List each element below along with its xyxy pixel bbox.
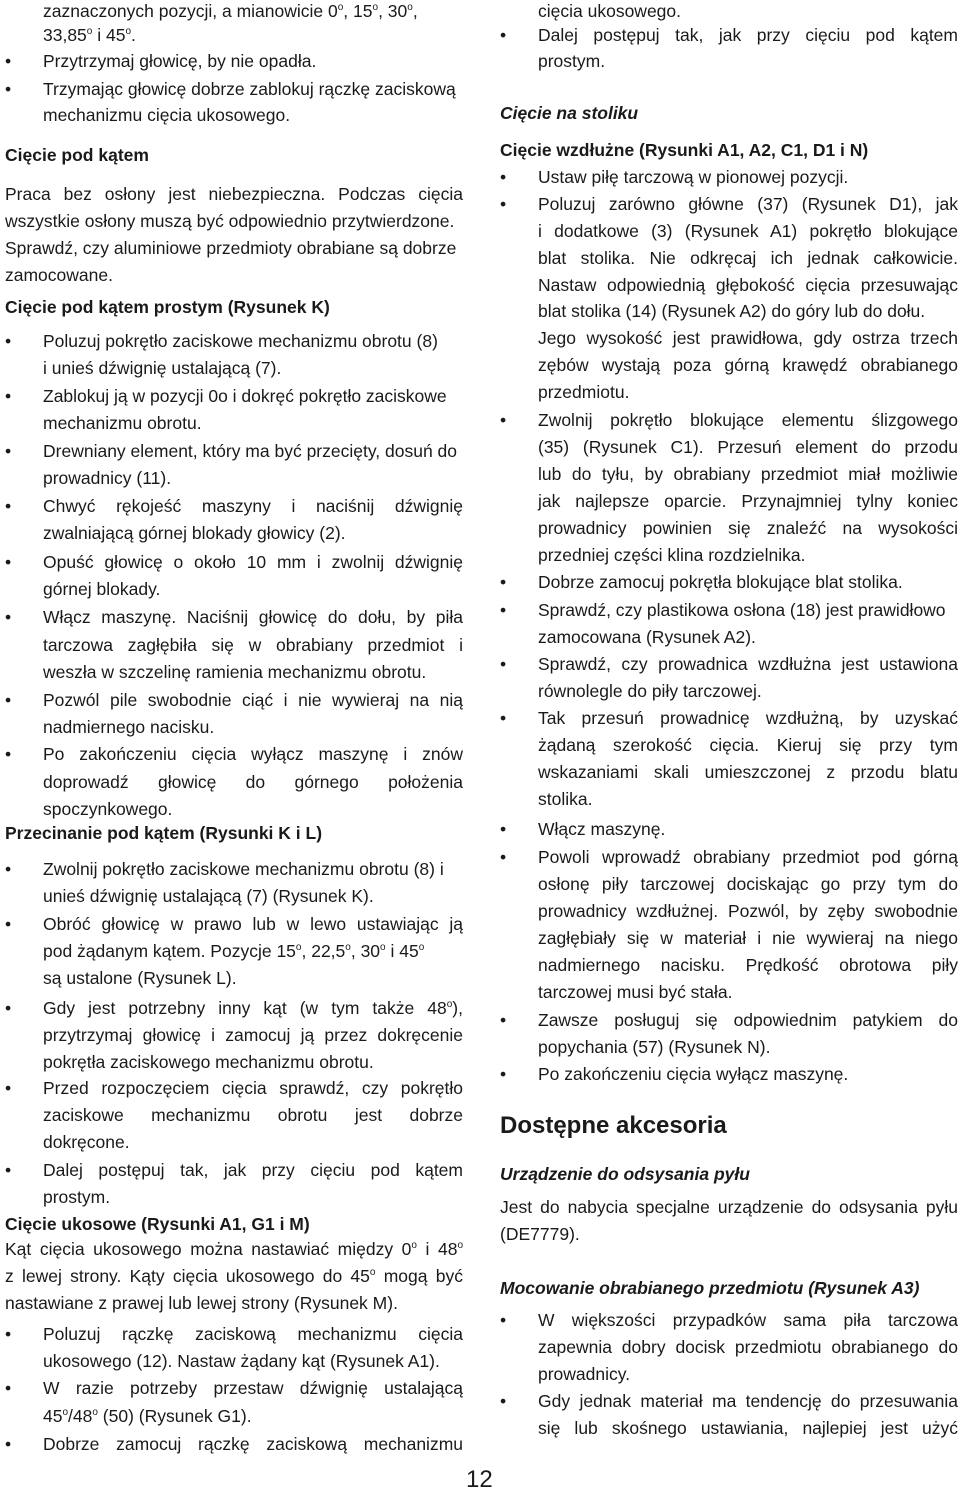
left-text-line: 33,85$^o$ i 45$^o$. xyxy=(43,25,136,45)
right-text-line: Zawsze posługuj się odpowiednim patykiem do xyxy=(538,1010,958,1030)
bullet-icon: • xyxy=(500,572,507,592)
right-text-line: i dodatkowe (3) (Rysunek A1) pokrętło blokujące xyxy=(538,221,958,241)
left-text-line: prowadnicy (11). xyxy=(43,468,172,488)
left-text-line: Praca bez osłony jest niebezpieczna. Podczas cięcia xyxy=(5,184,463,204)
bullet-icon: • xyxy=(5,386,12,406)
left-text-line: zwalniającą górnej blokady głowicy (2). xyxy=(43,523,346,543)
right-text-line: prowadnicy. xyxy=(538,1364,631,1384)
left-text-line: Cięcie pod kątem prostym (Rysunek K) xyxy=(5,297,330,317)
right-text-line: W większości przypadków sama piła tarczowa xyxy=(538,1310,958,1330)
right-text-line: Tak przesuń prowadnicę wzdłużną, by uzyskać xyxy=(538,708,958,728)
left-text-line: Cięcie ukosowe (Rysunki A1, G1 i M) xyxy=(5,1214,310,1234)
left-text-line: Gdy jest potrzebny inny kąt (w tym także 48$^o$), xyxy=(43,998,463,1018)
left-text-line: Pozwól pile swobodnie ciąć i nie wywieraj na nią xyxy=(43,690,463,710)
right-text-line: się lub skośnego ustawiania, najlepiej jest użyć xyxy=(538,1418,958,1438)
right-text-line: (35) (Rysunek C1). Przesuń element do przodu xyxy=(538,437,958,457)
bullet-icon: • xyxy=(5,859,12,879)
left-text-line: spoczynkowego. xyxy=(43,799,173,819)
right-text-line: Poluzuj zarówno główne (37) (Rysunek D1), jak xyxy=(538,194,958,214)
left-text-line: ukosowego (12). Nastaw żądany kąt (Rysunek A1). xyxy=(43,1351,440,1371)
right-text-line: Nastaw odpowiednią głębokość cięcia przesuwając xyxy=(538,275,958,295)
bullet-icon: • xyxy=(5,496,12,516)
left-text-line: Opuść głowicę o około 10 mm i zwolnij dźwignię xyxy=(43,552,463,572)
left-text-line: tarczowa zagłębiła się w obrabiany przedmiot i xyxy=(43,635,463,655)
left-text-line: nastawiane z prawej lub lewej strony (Rysunek M). xyxy=(5,1293,398,1313)
left-text-line: Dobrze zamocuj rączkę zaciskową mechanizmu xyxy=(43,1434,463,1454)
bullet-icon: • xyxy=(5,51,12,71)
right-text-line: przedniej części klina rozdzielnika. xyxy=(538,545,806,565)
bullet-icon: • xyxy=(5,1324,12,1344)
left-text-line: Obróć głowicę w prawo lub w lewo ustawiając ją xyxy=(43,914,463,934)
bullet-icon: • xyxy=(5,79,12,99)
left-text-line: i unieś dźwignię ustalającą (7). xyxy=(43,358,282,378)
right-text-line: Włącz maszynę. xyxy=(538,819,666,839)
bullet-icon: • xyxy=(5,690,12,710)
left-text-line: Drewniany element, który ma być przecięty, dosuń do xyxy=(43,441,458,461)
right-text-line: Jest do nabycia specjalne urządzenie do odsysania pyłu xyxy=(500,1197,958,1217)
left-text-line: dokręcone. xyxy=(43,1132,130,1152)
bullet-icon: • xyxy=(5,441,12,461)
right-text-line: zębów wystają poza górną krawędź obrabianego xyxy=(538,355,958,375)
left-text-line: W razie potrzeby przestaw dźwignię ustalającą xyxy=(43,1378,463,1398)
left-text-line: wszystkie osłony muszą być odpowiednio przytwierdzone. xyxy=(5,211,455,231)
left-text-line: Poluzuj pokrętło zaciskowe mechanizmu obrotu (8) xyxy=(43,331,438,351)
left-text-line: pokrętła zaciskowego mechanizmu obrotu. xyxy=(43,1052,374,1072)
right-text-line: jak najlepsze oparcie. Przynajmniej tylny koniec xyxy=(538,491,958,511)
left-text-line: Kąt cięcia ukosowego można nastawiać między 0$^o$ i 48$^o$ xyxy=(5,1239,463,1259)
left-text-line: Cięcie pod kątem xyxy=(5,145,149,165)
right-text-line: Powoli wprowadź obrabiany przedmiot pod górną xyxy=(538,847,958,867)
bullet-icon: • xyxy=(500,167,507,187)
right-text-line: Po zakończeniu cięcia wyłącz maszynę. xyxy=(538,1064,849,1084)
left-text-line: zaciskowe mechanizmu obrotu jest dobrze xyxy=(43,1105,463,1125)
bullet-icon: • xyxy=(5,552,12,572)
right-text-line: Sprawdź, czy plastikowa osłona (18) jest prawidłowo xyxy=(538,600,946,620)
bullet-icon: • xyxy=(500,600,507,620)
bullet-icon: • xyxy=(500,25,507,45)
left-text-line: mechanizmu obrotu. xyxy=(43,413,202,433)
left-text-line: są ustalone (Rysunek L). xyxy=(43,968,237,988)
bullet-icon: • xyxy=(500,708,507,728)
left-text-line: nadmiernego nacisku. xyxy=(43,717,215,737)
right-text-line: stolika. xyxy=(538,789,593,809)
left-text-line: przytrzymaj głowicę i zamocuj ją przez dokręcenie xyxy=(43,1025,463,1045)
bullet-icon: • xyxy=(500,194,507,214)
bullet-icon: • xyxy=(5,607,12,627)
right-text-line: Jego wysokość jest prawidłowa, gdy ostrza trzech xyxy=(538,328,958,348)
left-text-line: Przecinanie pod kątem (Rysunki K i L) xyxy=(5,823,323,843)
right-text-line: wskazaniami skali umieszczonej z przodu blatu xyxy=(538,762,958,782)
right-text-line: Ustaw piłę tarczową w pionowej pozycji. xyxy=(538,167,849,187)
left-text-line: Poluzuj rączkę zaciskową mechanizmu cięcia xyxy=(43,1324,463,1344)
right-text-line: równolegle do piły tarczowej. xyxy=(538,681,762,701)
left-text-line: z lewej strony. Kąty cięcia ukosowego do 45$^o$ mogą być xyxy=(5,1266,463,1286)
bullet-icon: • xyxy=(500,1391,507,1411)
bullet-icon: • xyxy=(5,1160,12,1180)
bullet-icon: • xyxy=(5,1434,12,1454)
right-text-line: lub do tyłu, by obrabiany przedmiot miał możliwie xyxy=(538,464,958,484)
bullet-icon: • xyxy=(500,1010,507,1030)
right-text-line: blat stolika (14) (Rysunek A2) do góry lub do dołu. xyxy=(538,301,926,321)
bullet-icon: • xyxy=(5,331,12,351)
right-text-line: prowadnicy powinien się znaleźć na wysokości xyxy=(538,518,958,538)
right-text-line: prowadnicy wzdłużnej. Pozwól, by zęby swobodnie xyxy=(538,901,958,921)
right-text-line: Urządzenie do odsysania pyłu xyxy=(500,1164,750,1184)
left-text-line: Chwyć rękojeść maszyny i naciśnij dźwignię xyxy=(43,496,463,516)
right-text-line: żądaną szerokość cięcia. Kieruj się przy tym xyxy=(538,735,958,755)
right-text-line: osłonę piły tarczowej dociskając go przy tym do xyxy=(538,874,958,894)
right-text-line: zapewnia dobry docisk przedmiotu obrabianego do xyxy=(538,1337,958,1357)
right-text-line: blat stolika. Nie odkręcaj ich jednak całkowicie. xyxy=(538,248,958,268)
page-number: 12 xyxy=(466,1466,493,1493)
left-text-line: górnej blokady. xyxy=(43,579,161,599)
bullet-icon: • xyxy=(5,998,12,1018)
left-text-line: Zwolnij pokrętło zaciskowe mechanizmu obrotu (8) i xyxy=(43,859,444,879)
right-text-line: Mocowanie obrabianego przedmiotu (Rysunek A3) xyxy=(500,1278,920,1298)
left-text-line: prostym. xyxy=(43,1187,111,1207)
left-text-line: Zablokuj ją w pozycji 0o i dokręć pokrętło zaciskowe xyxy=(43,386,447,406)
right-text-line: cięcia ukosowego. xyxy=(538,1,681,21)
bullet-icon: • xyxy=(5,744,12,764)
right-text-line: popychania (57) (Rysunek N). xyxy=(538,1037,771,1057)
left-text-line: Przytrzymaj głowicę, by nie opadła. xyxy=(43,51,317,71)
right-text-line: Cięcie wzdłużne (Rysunki A1, A2, C1, D1 i N) xyxy=(500,140,869,160)
left-text-line: Po zakończeniu cięcia wyłącz maszynę i znów xyxy=(43,744,463,764)
left-text-line: unieś dźwignię ustalającą (7) (Rysunek K). xyxy=(43,886,374,906)
left-text-line: doprowadź głowicę do górnego położenia xyxy=(43,772,463,792)
right-text-line: Dostępne akcesoria xyxy=(500,1112,727,1139)
left-text-line: 45$^o$/48$^o$ (50) (Rysunek G1). xyxy=(43,1406,252,1426)
right-text-line: (DE7779). xyxy=(500,1224,580,1244)
left-text-line: Przed rozpoczęciem cięcia sprawdź, czy pokrętło xyxy=(43,1078,463,1098)
right-text-line: Dobrze zamocuj pokrętła blokujące blat stolika. xyxy=(538,572,903,592)
right-text-line: Gdy jednak materiał ma tendencję do przesuwania xyxy=(538,1391,958,1411)
bullet-icon: • xyxy=(5,914,12,934)
left-text-line: Trzymając głowicę dobrze zablokuj rączkę zaciskową xyxy=(43,79,456,99)
left-text-line: Sprawdź, czy aluminiowe przedmioty obrabiane są dobrze xyxy=(5,238,457,258)
right-text-line: Cięcie na stoliku xyxy=(500,103,639,123)
bullet-icon: • xyxy=(500,654,507,674)
left-text-line: weszła w szczelinę ramienia mechanizmu obrotu. xyxy=(43,662,427,682)
bullet-icon: • xyxy=(5,1078,12,1098)
right-text-line: prostym. xyxy=(538,51,606,71)
left-text-line: mechanizmu cięcia ukosowego. xyxy=(43,105,291,125)
right-text-line: przedmiotu. xyxy=(538,382,630,402)
right-text-line: zagłębiały się w materiał i nie wywieraj na niego xyxy=(538,928,958,948)
left-text-line: zaznaczonych pozycji, a mianowicie 0$^o$, 15$^o$, 30$^o$, xyxy=(43,1,418,21)
right-text-line: Dalej postępuj tak, jak przy cięciu pod kątem xyxy=(538,25,958,45)
right-text-line: zamocowana (Rysunek A2). xyxy=(538,627,756,647)
left-text-line: pod żądanym kątem. Pozycje 15$^o$, 22,5$^o$, 30$^o$ i 45$^o$ xyxy=(43,941,425,961)
left-text-line: zamocowane. xyxy=(5,265,113,285)
right-text-line: Zwolnij pokrętło blokujące elementu ślizgowego xyxy=(538,410,958,430)
left-text-line: Dalej postępuj tak, jak przy cięciu pod kątem xyxy=(43,1160,463,1180)
bullet-icon: • xyxy=(500,410,507,430)
right-text-line: Sprawdź, czy prowadnica wzdłużna jest ustawiona xyxy=(538,654,958,674)
bullet-icon: • xyxy=(5,1378,12,1398)
right-text-line: tarczowej musi być stała. xyxy=(538,982,733,1002)
left-text-line: Włącz maszynę. Naciśnij głowicę do dołu, by piła xyxy=(43,607,463,627)
bullet-icon: • xyxy=(500,1064,507,1084)
bullet-icon: • xyxy=(500,1310,507,1330)
right-text-line: nadmiernego nacisku. Prędkość obrotowa piły xyxy=(538,955,958,975)
bullet-icon: • xyxy=(500,819,507,839)
bullet-icon: • xyxy=(500,847,507,867)
